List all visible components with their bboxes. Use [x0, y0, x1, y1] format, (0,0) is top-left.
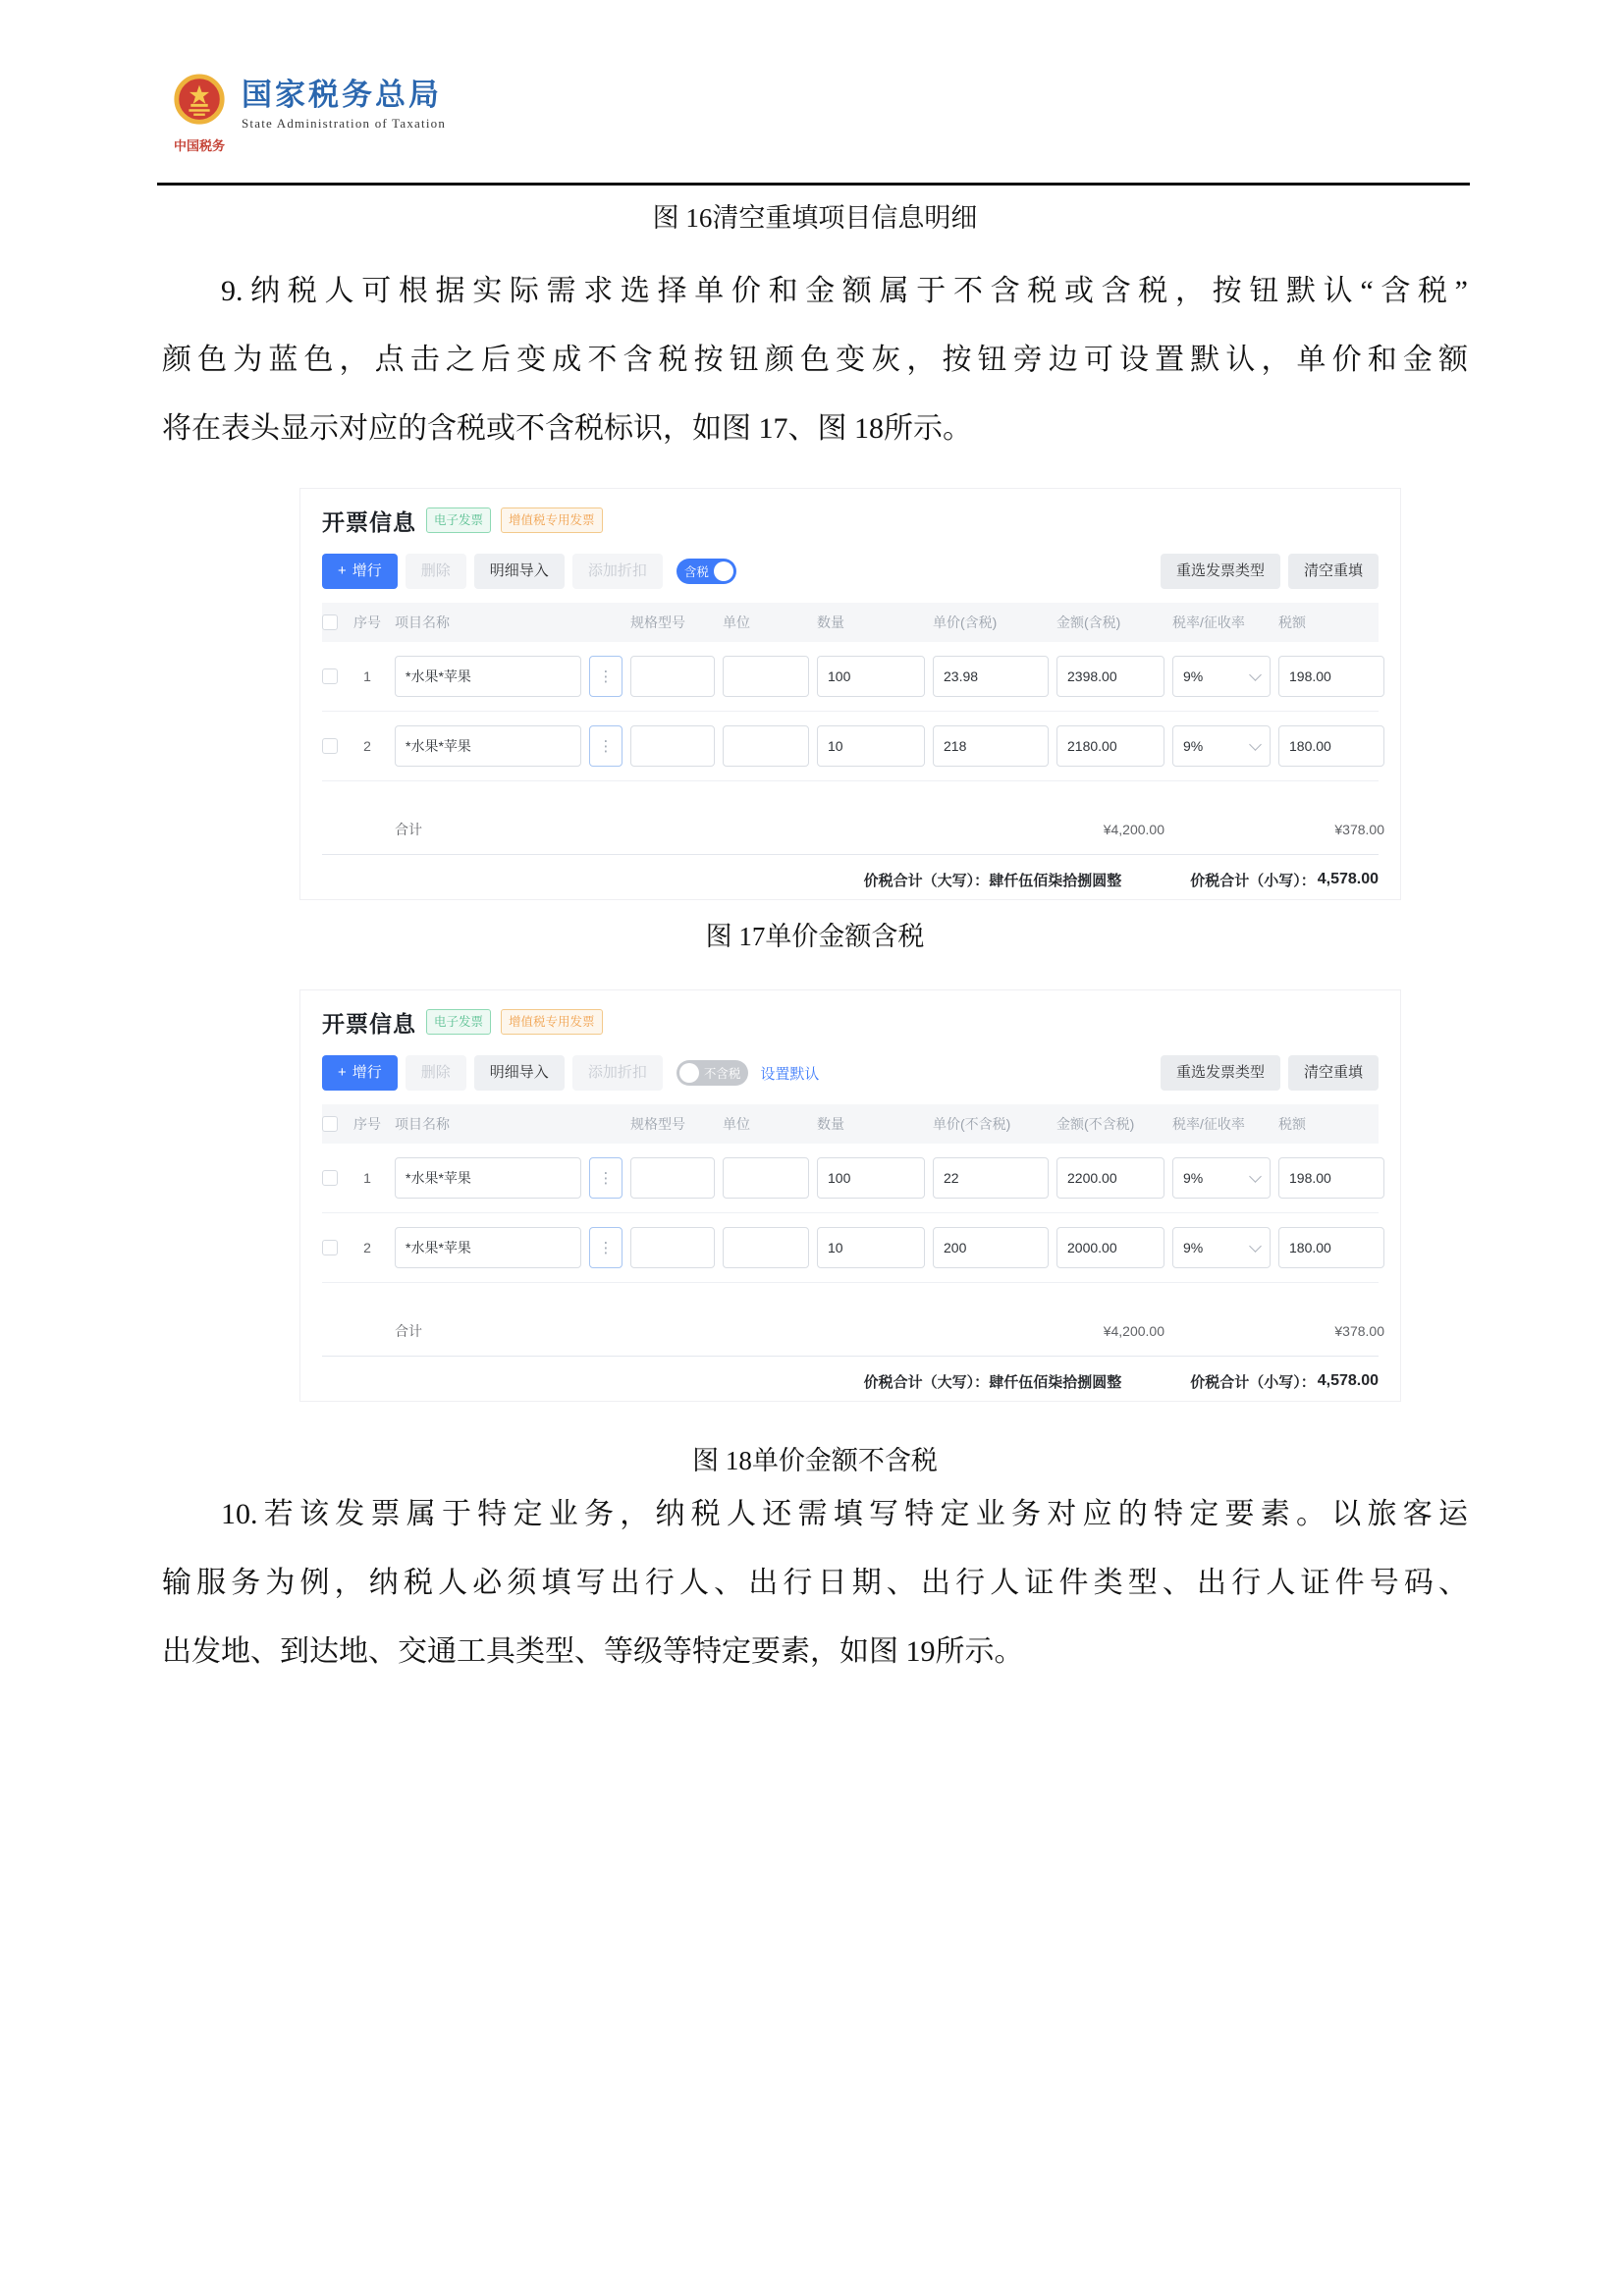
item-name-input[interactable]: *水果*苹果 [395, 725, 581, 767]
grand-number-label: 价税合计（小写）： [1190, 1373, 1316, 1391]
item-name-input[interactable]: *水果*苹果 [395, 1227, 581, 1268]
spec-input[interactable] [630, 656, 715, 697]
select-all-checkbox[interactable] [322, 614, 338, 630]
spec-input[interactable] [630, 1157, 715, 1199]
national-emblem-icon [171, 73, 228, 134]
tax-rate-select[interactable]: 9% [1172, 1157, 1271, 1199]
chevron-down-icon [1249, 738, 1262, 751]
item-name-input[interactable]: *水果*苹果 [395, 1157, 581, 1199]
add-discount-button[interactable]: 添加折扣 [572, 1055, 663, 1091]
letterhead-logo [167, 73, 446, 154]
total-amount: ¥4,200.00 [1103, 822, 1164, 837]
unit-input[interactable] [723, 1157, 809, 1199]
grand-number-value: 4,578.00 [1317, 871, 1379, 887]
tax-rate-select[interactable]: 9% [1172, 656, 1271, 697]
reselect-invoice-type-button[interactable]: 重选发票类型 [1161, 1055, 1280, 1091]
row-checkbox[interactable] [322, 1170, 338, 1186]
select-all-checkbox[interactable] [322, 1116, 338, 1132]
paragraph-10-line2: 输服务为例，纳税人必须填写出行人、出行日期、出行人证件类型、出行人证件号码、 [162, 1567, 1468, 1599]
unit-input[interactable] [723, 725, 809, 767]
total-label: 合计 [395, 1323, 422, 1339]
total-tax: ¥378.00 [1334, 822, 1384, 837]
tax-mode-label: 不含税 [703, 1067, 741, 1081]
org-name-en: State Administration of Taxation [242, 116, 447, 131]
vat-special-invoice-badge: 增值税专用发票 [501, 507, 603, 533]
figure17-caption: 图 17单价金额含税 [705, 922, 925, 951]
paragraph-9-line3: 将在表头显示对应的含税或不含税标识，如图 17、图 18所示。 [162, 412, 972, 445]
invoice-panel-tax-exclusive [299, 989, 1401, 1402]
chevron-down-icon [1249, 668, 1262, 681]
invoice-panel-tax-inclusive [299, 488, 1401, 900]
emblem-caption: 中国税务 [173, 138, 225, 153]
clear-refill-button[interactable]: 清空重填 [1288, 554, 1379, 589]
plus-icon: + [338, 562, 347, 579]
figure16-caption: 图 16清空重填项目信息明细 [652, 203, 978, 233]
row-checkbox[interactable] [322, 668, 338, 684]
letterhead-rule [157, 183, 1470, 186]
grand-total-row [322, 855, 1379, 904]
tax-rate-select[interactable]: 9% [1172, 1227, 1271, 1268]
paragraph-9-line1: 9.纳税人可根据实际需求选择单价和金额属于不含税或含税，按钮默认“含税” [221, 275, 1468, 307]
amount-input[interactable]: 2200.00 [1056, 1157, 1164, 1199]
total-amount: ¥4,200.00 [1103, 1323, 1164, 1339]
plus-icon: + [338, 1064, 347, 1081]
paragraph-10-line3: 出发地、到达地、交通工具类型、等级等特定要素，如图 19所示。 [162, 1635, 1024, 1668]
unit-price-input[interactable]: 22 [933, 1157, 1049, 1199]
totals-row [322, 805, 1384, 854]
tax-amount-input[interactable]: 180.00 [1278, 1227, 1384, 1268]
table-row: 2 *水果*苹果 ⋮ 10 200 2000.00 9% 180.00 [322, 1213, 1379, 1283]
paragraph-9-line2: 颜色为蓝色，点击之后变成不含税按钮颜色变灰，按钮旁边可设置默认，单价和金额 [162, 344, 1468, 376]
unit-price-input[interactable]: 218 [933, 725, 1049, 767]
total-label: 合计 [395, 822, 422, 837]
grand-words-value: 肆仟伍佰柒拾捌圆整 [989, 872, 1122, 889]
grand-total-row [322, 1357, 1379, 1406]
more-dots-icon[interactable]: ⋮ [589, 1157, 623, 1199]
amount-input[interactable]: 2398.00 [1056, 656, 1164, 697]
invoice-panel-title: 开票信息 [322, 1010, 416, 1037]
unit-price-input[interactable]: 200 [933, 1227, 1049, 1268]
reselect-invoice-type-button[interactable]: 重选发票类型 [1161, 554, 1280, 589]
grand-number-value: 4,578.00 [1317, 1372, 1379, 1389]
tax-mode-toggle[interactable] [677, 1060, 749, 1086]
add-row-button[interactable]: + 增行 [322, 554, 398, 589]
more-dots-icon[interactable]: ⋮ [589, 1227, 623, 1268]
set-default-link[interactable]: 设置默认 [760, 1065, 820, 1083]
items-table-header: 序号 项目名称 规格型号 单位 数量 单价(不含税) 金额(不含税) 税率/征收率 税额 [322, 1104, 1379, 1144]
clear-refill-button[interactable]: 清空重填 [1288, 1055, 1379, 1091]
spec-input[interactable] [630, 725, 715, 767]
toggle-knob [679, 1063, 699, 1083]
vat-special-invoice-badge: 增值税专用发票 [501, 1009, 603, 1035]
tax-amount-input[interactable]: 198.00 [1278, 1157, 1384, 1199]
chevron-down-icon [1249, 1170, 1262, 1183]
detail-import-button[interactable]: 明细导入 [474, 554, 565, 589]
totals-row [322, 1307, 1384, 1356]
invoice-panel-title: 开票信息 [322, 508, 416, 535]
tax-amount-input[interactable]: 180.00 [1278, 725, 1384, 767]
amount-input[interactable]: 2180.00 [1056, 725, 1164, 767]
org-name-cn: 国家税务总局 [242, 78, 442, 112]
tax-amount-input[interactable]: 198.00 [1278, 656, 1384, 697]
grand-words-label: 价税合计（大写）： [863, 872, 990, 889]
unit-input[interactable] [723, 656, 809, 697]
chevron-down-icon [1249, 1240, 1262, 1253]
tax-mode-label: 含税 [683, 565, 709, 579]
paragraph-9 [162, 257, 1468, 463]
table-row: 1 *水果*苹果 ⋮ 100 23.98 2398.00 9% 198.00 [322, 642, 1379, 712]
tax-rate-select[interactable]: 9% [1172, 725, 1271, 767]
more-dots-icon[interactable]: ⋮ [589, 656, 623, 697]
grand-words-label: 价税合计（大写）： [863, 1373, 990, 1391]
paragraph-10-line1: 10.若该发票属于特定业务，纳税人还需填写特定业务对应的特定要素。以旅客运 [221, 1498, 1468, 1530]
add-discount-button[interactable]: 添加折扣 [572, 554, 663, 589]
grand-words-value: 肆仟伍佰柒拾捌圆整 [989, 1373, 1122, 1391]
quantity-input[interactable]: 100 [817, 1157, 925, 1199]
spec-input[interactable] [630, 1227, 715, 1268]
quantity-input[interactable]: 10 [817, 1227, 925, 1268]
add-row-button[interactable]: + 增行 [322, 1055, 398, 1091]
delete-button[interactable]: 删除 [406, 554, 466, 589]
toggle-knob [714, 561, 733, 581]
table-row: 1 *水果*苹果 ⋮ 100 22 2200.00 9% 198.00 [322, 1144, 1379, 1213]
amount-input[interactable]: 2000.00 [1056, 1227, 1164, 1268]
paragraph-10 [162, 1480, 1468, 1686]
electronic-invoice-badge: 电子发票 [426, 507, 491, 533]
tax-mode-toggle[interactable] [677, 559, 736, 584]
figure18-caption: 图 18单价金额不含税 [692, 1446, 938, 1475]
grand-number-label: 价税合计（小写）： [1190, 872, 1316, 889]
unit-price-input[interactable]: 23.98 [933, 656, 1049, 697]
electronic-invoice-badge: 电子发票 [426, 1009, 491, 1035]
items-table-header: 序号 项目名称 规格型号 单位 数量 单价(含税) 金额(含税) 税率/征收率 税额 [322, 603, 1379, 642]
quantity-input[interactable]: 10 [817, 725, 925, 767]
quantity-input[interactable]: 100 [817, 656, 925, 697]
more-dots-icon[interactable]: ⋮ [589, 725, 623, 767]
row-checkbox[interactable] [322, 738, 338, 754]
total-tax: ¥378.00 [1334, 1323, 1384, 1339]
table-row: 2 *水果*苹果 ⋮ 10 218 2180.00 9% 180.00 [322, 712, 1379, 781]
detail-import-button[interactable]: 明细导入 [474, 1055, 565, 1091]
unit-input[interactable] [723, 1227, 809, 1268]
row-checkbox[interactable] [322, 1240, 338, 1255]
delete-button[interactable]: 删除 [406, 1055, 466, 1091]
item-name-input[interactable]: *水果*苹果 [395, 656, 581, 697]
